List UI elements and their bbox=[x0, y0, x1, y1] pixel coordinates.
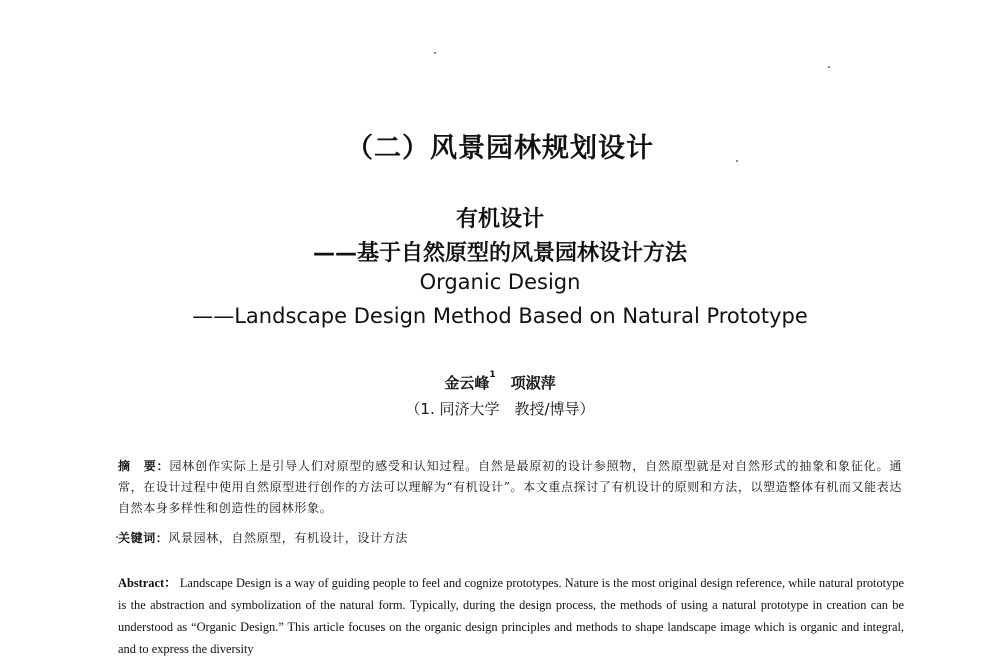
author-affiliation-marker: 1 bbox=[489, 370, 496, 380]
scan-speck bbox=[434, 52, 436, 54]
title-en: Organic Design bbox=[419, 270, 581, 294]
section-heading: （二）风景园林规划设计 bbox=[346, 133, 654, 164]
abstract-cn-text: 园林创作实际上是引导人们对原型的感受和认知过程。自然是最原初的设计参照物，自然原型就是对自然形式的抽象和象征化。通常，在设计过程中使用自然原型进行创作的方法可以理解为“有机设计”。本文重点探讨了有机设计的原则和方法，以塑造整体有机而又能表达自然本身多样性和创造性的园林形象。 bbox=[118, 459, 902, 515]
subtitle-cn: ——基于自然原型的风景园林设计方法 bbox=[312, 241, 687, 266]
authors-line bbox=[0, 372, 1000, 393]
keywords-cn-text: 风景园林，自然原型，有机设计，设计方法 bbox=[168, 531, 408, 545]
subtitle-en: ——Landscape Design Method Based on Natural Prototype bbox=[192, 304, 808, 328]
author-name: 项淑萍 bbox=[510, 374, 556, 392]
keywords-cn-label: 关键词： bbox=[118, 531, 169, 545]
author-affiliation: （1. 同济大学 教授/博导） bbox=[405, 400, 595, 418]
abstract-en-label: Abstract： bbox=[118, 576, 177, 590]
abstract-cn bbox=[118, 456, 902, 519]
abstract-en-text: Landscape Design is a way of guiding people to feel and cognize prototypes. Nature is the most original design reference, while natural prototype is the abstraction and symbolization of the natural form. Typically, during the design process, the methods of using a natural prototype in creation can be understood as “Organic Design.” This article focuses on the organic design principles and methods to shape landscape image which is organic and integral, and to express the diversity bbox=[118, 576, 904, 656]
author-name: 金云峰 bbox=[444, 374, 490, 392]
title-cn: 有机设计 bbox=[455, 207, 544, 232]
abstract-en bbox=[118, 572, 904, 660]
keywords-cn bbox=[118, 528, 902, 548]
abstract-cn-label: 摘 要： bbox=[118, 459, 170, 473]
scan-speck bbox=[828, 66, 830, 68]
